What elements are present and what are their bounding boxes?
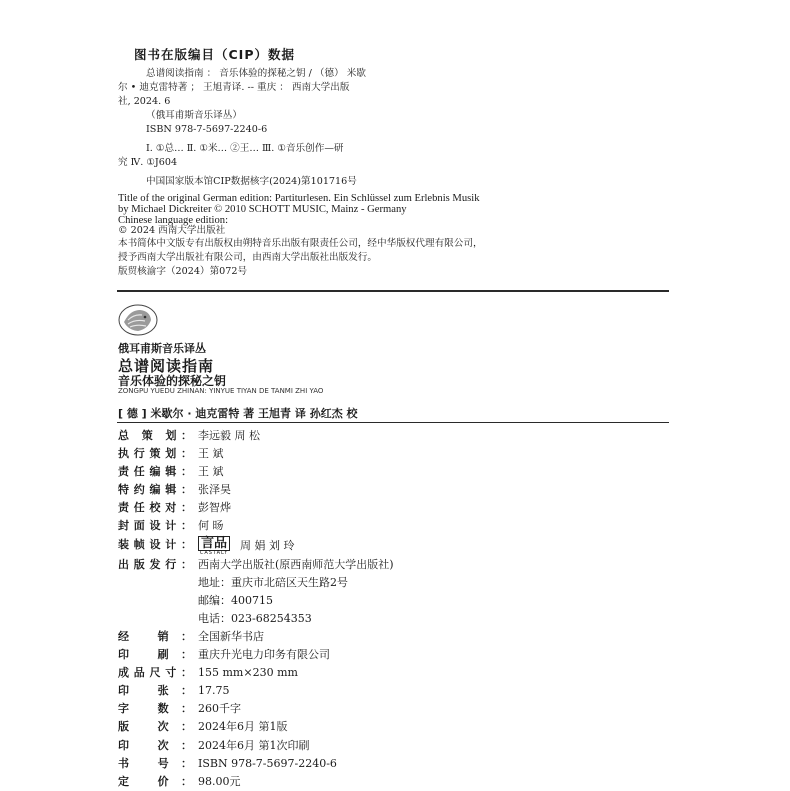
castaly-logo-text: CASTALY [199, 549, 229, 556]
spec-label: 成品尺寸： [118, 666, 192, 680]
copyright-line: Title of the original German edition: Partiturlesen. Ein Schlüssel zum Erlebnis Musik [118, 193, 480, 204]
spec-row [118, 682, 670, 700]
credits-list [118, 427, 670, 791]
copyright-line: 版贸核渝字（2024）第072号 [118, 266, 248, 277]
credit-label: 总 策 划： [118, 429, 192, 442]
publisher-postcode: 邮编：400715 [198, 593, 273, 607]
credit-label: 责任编辑： [118, 465, 192, 479]
cip-line: 总谱阅读指南 ： 音乐体验的探秘之钥 / （德） 米歇 [146, 68, 366, 79]
spec-value: 17.75 [198, 684, 230, 698]
cip-line: 社, 2024. 6 [118, 96, 171, 107]
credit-label: 特约编辑： [118, 483, 192, 497]
credit-row [118, 445, 670, 463]
spec-row [118, 755, 670, 773]
credit-label: 执行策划： [118, 447, 192, 461]
castaly-logo [198, 536, 230, 556]
spec-label: 经 销： [118, 629, 192, 643]
spec-row [118, 718, 670, 736]
publisher-address: 地址：重庆市北碚区天生路2号 [198, 575, 348, 589]
spec-value: 2024年6月 第1版 [198, 720, 288, 734]
spec-label: 书 号： [118, 756, 192, 770]
copyright-line: 本书简体中文版专有出版权由朔特音乐出版有限责任公司，经中华版权代理有限公司， [118, 238, 483, 249]
cip-heading: 图书在版编目（CIP）数据 [134, 47, 295, 62]
credit-value: 何 旸 [198, 519, 224, 533]
credit-row [118, 463, 670, 481]
credit-row [118, 481, 670, 499]
spec-label: 定 价： [118, 774, 192, 788]
credit-label: 装帧设计： [118, 537, 192, 551]
spec-label: 字 数： [118, 702, 192, 716]
publisher-phone: 电话：023-68254353 [198, 611, 312, 625]
section-divider [117, 290, 669, 292]
orpheus-logo-icon [118, 302, 158, 338]
credit-value: 王 斌 [198, 465, 224, 479]
cip-line: （俄耳甫斯音乐译丛） [146, 110, 242, 121]
castaly-logo-mark: 言品 [198, 536, 230, 551]
cip-isbn: ISBN 978-7-5697-2240-6 [146, 124, 268, 135]
credit-label: 出版发行： [118, 557, 192, 571]
series-name: 俄耳甫斯音乐译丛 [118, 342, 206, 355]
spec-value: 重庆升光电力印务有限公司 [198, 648, 330, 662]
credit-label: 责任校对： [118, 501, 192, 515]
spec-value: 98.00元 [198, 774, 241, 788]
copyright-line: © 2024 西南大学出版社 [118, 225, 226, 236]
spec-value: ISBN 978-7-5697-2240-6 [198, 756, 337, 770]
spec-label: 版 次： [118, 720, 192, 734]
copyright-line: 授予西南大学出版社有限公司，由西南大学出版社出版发行。 [118, 252, 378, 263]
spec-value: 全国新华书店 [198, 629, 264, 643]
credit-row [118, 556, 670, 574]
cip-line: 尔 • 迪克雷特著 ； 王旭青译. -- 重庆 ： 西南大学出版 [118, 82, 350, 93]
credit-value: 张泽昊 [198, 483, 231, 497]
credit-value: 李远毅 周 松 [198, 429, 260, 442]
spec-row [118, 700, 670, 718]
spec-label: 印 张： [118, 684, 192, 698]
cip-library-number: 中国国家版本馆CIP数据核字(2024)第101716号 [146, 176, 357, 187]
copyright-line: by Michael Dickreiter © 2010 SCHOTT MUSIC, Mainz - Germany [118, 204, 407, 215]
spec-value: 2024年6月 第1次印刷 [198, 738, 310, 752]
credit-row [118, 499, 670, 517]
credit-row [118, 517, 670, 535]
book-title: 总谱阅读指南 [118, 357, 215, 375]
spec-row [118, 646, 670, 664]
spec-row [118, 664, 670, 682]
spec-label: 印 次： [118, 738, 192, 752]
credit-row [118, 536, 670, 556]
spec-label: 印 刷： [118, 648, 192, 662]
book-subtitle: 音乐体验的探秘之钥 [118, 374, 227, 388]
spec-row [118, 737, 670, 755]
credit-value: 彭智烨 [198, 501, 231, 515]
spec-row [118, 773, 670, 791]
spec-value: 155 mm×230 mm [198, 666, 298, 680]
credit-label: 封面设计： [118, 519, 192, 533]
cip-line: Ⅰ. ①总… Ⅱ. ①米… ②王… Ⅲ. ①音乐创作—研 [146, 143, 344, 154]
credit-row [118, 427, 670, 445]
section-divider [117, 422, 669, 423]
spec-value: 260千字 [198, 702, 241, 716]
cip-line: 究 Ⅳ. ①J604 [118, 157, 178, 168]
book-pinyin: ZONGPU YUEDU ZHINAN: YINYUE TIYAN DE TANMI ZHI YAO [118, 387, 324, 395]
spec-row [118, 628, 670, 646]
book-authors: [ 德 ] 米歇尔 · 迪克雷特 著 王旭青 译 孙红杰 校 [118, 407, 358, 420]
credit-value: 周 娟 刘 玲 [240, 538, 295, 552]
copyright-line: Chinese language edition: [118, 215, 229, 226]
credit-value: 西南大学出版社(原西南师范大学出版社) [198, 557, 394, 571]
credit-value: 王 斌 [198, 447, 224, 461]
